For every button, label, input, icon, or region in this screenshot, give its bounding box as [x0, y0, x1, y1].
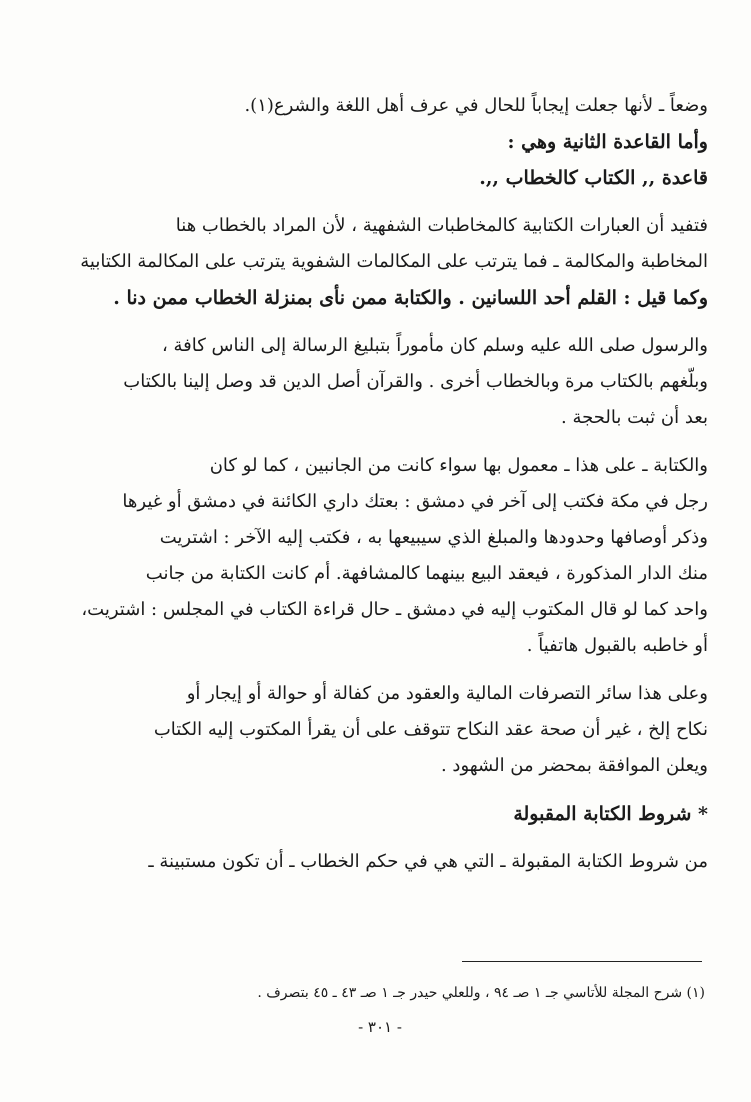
paragraph-line: فتفيد أن العبارات الكتابية كالمخاطبات الشفهية ، لأن المراد بالخطاب هنا: [175, 215, 708, 236]
conditions-heading: * شروط الكتابة المقبولة: [513, 803, 708, 825]
paragraph-line: والكتابة ـ على هذا ـ معمول بها سواء كانت من الجانبين ، كما لو كان: [209, 455, 708, 476]
paragraph-line: من شروط الكتابة المقبولة ـ التي هي في حكم الخطاب ـ أن تكون مستبينة ـ: [148, 851, 708, 872]
footnote-divider: [462, 961, 702, 962]
paragraph-line: وبلّغهم بالكتاب مرة وبالخطاب أخرى . والقرآن أصل الدين قد وصل إلينا بالكتاب: [123, 371, 708, 392]
paragraph-line: بعد أن ثبت بالحجة .: [561, 407, 708, 428]
paragraph-line: رجل في مكة فكتب إلى آخر في دمشق : بعتك داري الكائنة في دمشق أو غيرها: [122, 491, 708, 512]
section-heading: وأما القاعدة الثانية وهي :: [507, 131, 708, 153]
paragraph-line: وذكر أوصافها وحدودها والمبلغ الذي سيبيعها به ، فكتب إليه الآخر : اشتريت: [159, 527, 708, 548]
footnote: (١) شرح المجلة للأتاسي جـ ١ صـ ٩٤ ، وللعلي حيدر جـ ١ صـ ٤٣ ـ ٤٥ بتصرف .: [257, 985, 705, 1001]
paragraph-line: أو خاطبه بالقبول هاتفياً .: [526, 635, 708, 656]
paragraph-line: المخاطبة والمكالمة ـ فما يترتب على المكالمات الشفوية يترتب على المكالمة الكتابية: [80, 251, 708, 272]
page-number: - ٣٠١ -: [358, 1018, 402, 1036]
paragraph-line: منك الدار المذكورة ، فيعقد البيع بينهما كالمشافهة. أم كانت الكتابة من جانب: [145, 563, 708, 584]
paragraph-line: نكاح إلخ ، غير أن صحة عقد النكاح تتوقف على أن يقرأ المكتوب إليه الكتاب: [153, 719, 708, 740]
rule-heading: قاعدة ,, الكتاب كالخطاب ,,.: [479, 167, 708, 189]
paragraph-line: واحد كما لو قال المكتوب إليه في دمشق ـ حال قراءة الكتاب في المجلس : اشتريت،: [81, 599, 708, 620]
page-body: [66, 88, 708, 880]
paragraph-line: وضعاً ـ لأنها جعلت إيجاباً للحال في عرف أهل اللغة والشرع(١).: [244, 95, 708, 116]
paragraph-line: ويعلن الموافقة بمحضر من الشهود .: [440, 755, 708, 776]
paragraph-line: والرسول صلى الله عليه وسلم كان مأموراً بتبليغ الرسالة إلى الناس كافة ،: [161, 335, 708, 356]
paragraph-line: وكما قيل : القلم أحد اللسانين . والكتابة ممن نأى بمنزلة الخطاب ممن دنا .: [113, 287, 708, 309]
paragraph-line: وعلى هذا سائر التصرفات المالية والعقود من كفالة أو حوالة أو إيجار أو: [186, 683, 708, 704]
